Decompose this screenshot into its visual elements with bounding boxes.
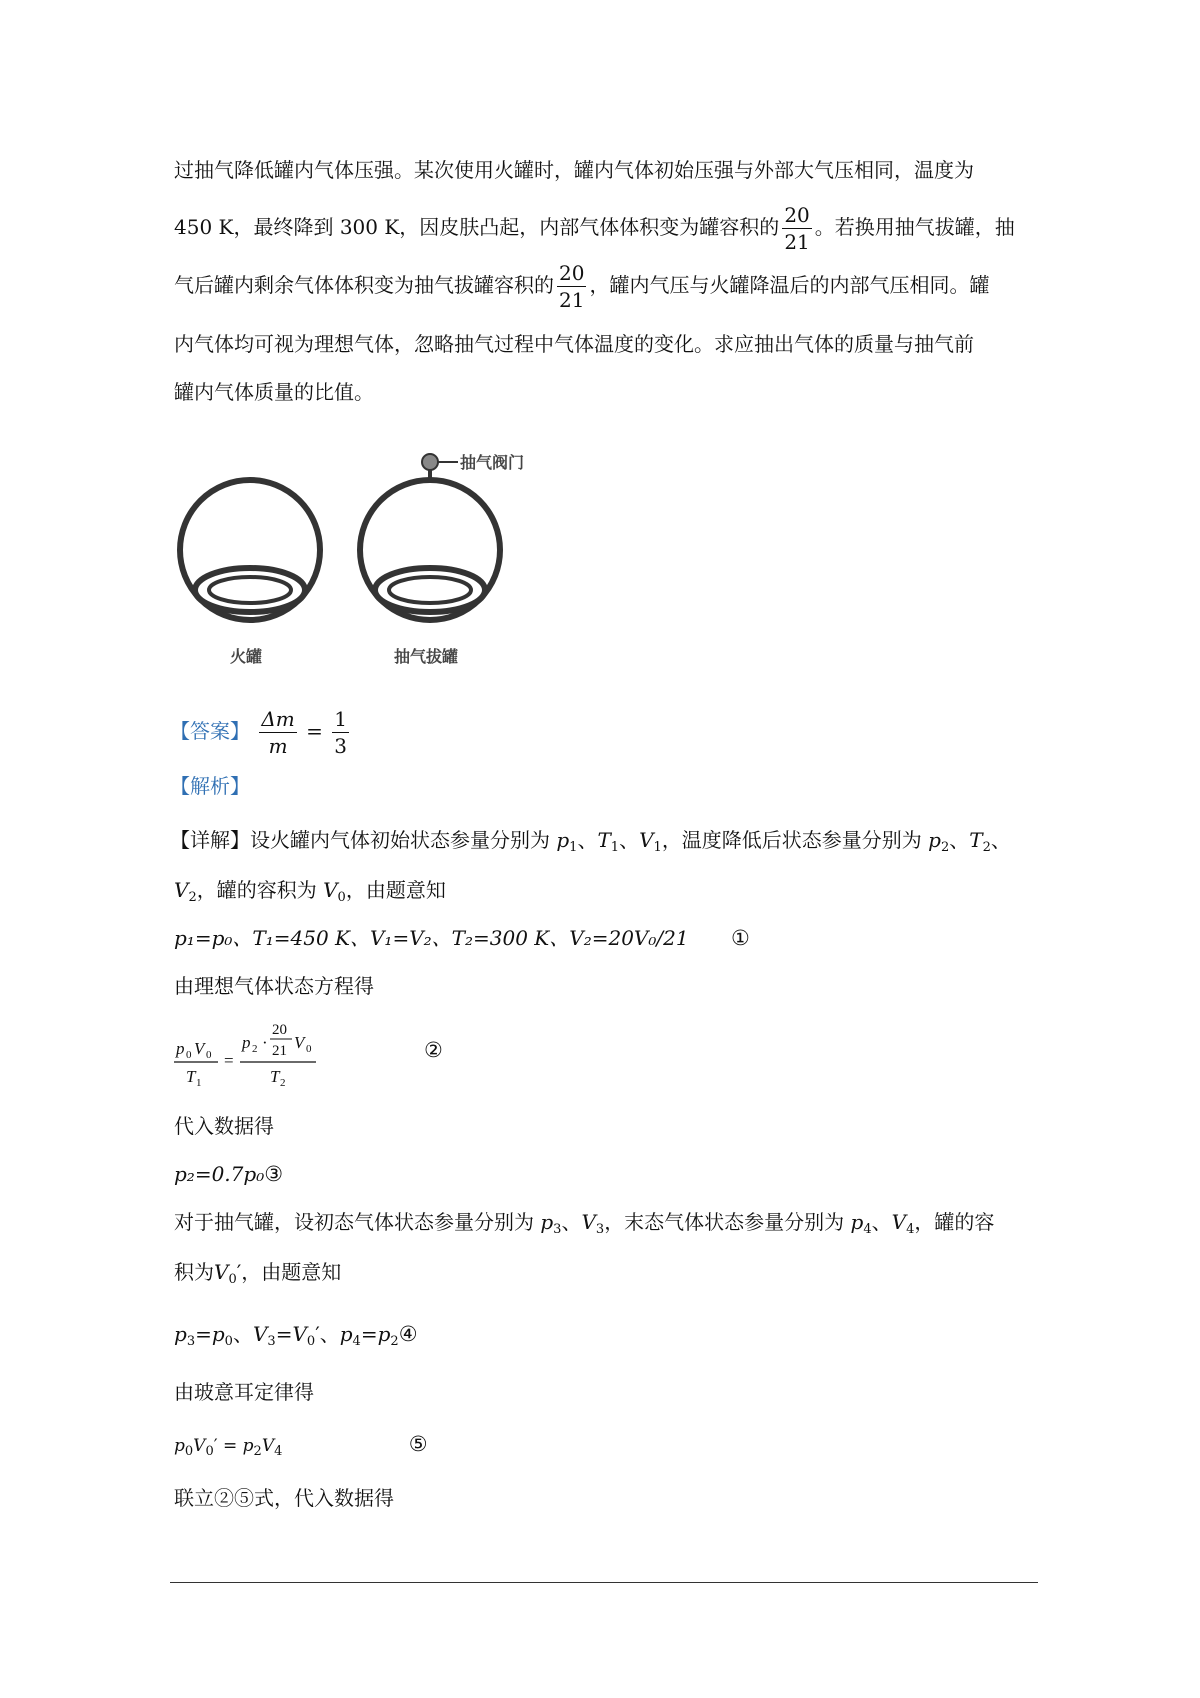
footer-divider	[170, 1582, 1038, 1583]
equation-4: $p_3=p_0$、$V_3=V_0'$、$p_4=p_2④$	[174, 1322, 418, 1349]
problem-text: 过抽气降低罐内气体压强。某次使用火罐时，罐内气体初始压强与外部大气压相同，温度为	[174, 158, 974, 182]
answer-fraction-right: $\frac{1}{3}$	[334, 707, 347, 758]
answer-line	[170, 702, 352, 760]
problem-text: 450 K，最终降到 300 K，因皮肤凸起，内部气体体积变为罐容积的	[174, 215, 780, 239]
detail-text: 对于抽气罐，设初态气体状态参量分别为	[174, 1210, 534, 1234]
fire-cup-caption: 火罐	[230, 647, 263, 666]
equation-3	[174, 1160, 283, 1188]
fire-cup-illustration	[180, 480, 320, 620]
svg-text:·: ·	[262, 1033, 268, 1052]
equation-marker: ②	[424, 1038, 443, 1062]
svg-text:p: p	[176, 1039, 185, 1058]
svg-text:V: V	[294, 1033, 305, 1052]
equation-text: p₁=p₀、T₁=450 K、V₁=V₂、T₂=300 K、V₂=20V₀/21	[174, 926, 689, 950]
equation-2-graphic	[170, 1012, 350, 1088]
problem-text: 气后罐内剩余气体体积变为抽气拔罐容积的	[174, 273, 554, 297]
svg-text:21: 21	[272, 1043, 287, 1059]
equation-text: p₂=0.7p₀	[174, 1162, 265, 1186]
detail-text: ，温度降低后状态参量分别为	[661, 828, 922, 852]
pump-cup-illustration	[360, 454, 500, 620]
svg-text:p: p	[242, 1033, 251, 1052]
problem-line-1	[174, 156, 974, 184]
valve-label: 抽气阀门	[460, 453, 525, 472]
detail-line-substitute: 代入数据得	[174, 1114, 274, 1138]
equation-1	[174, 924, 750, 952]
pump-cup-caption: 抽气拔罐	[394, 647, 459, 666]
problem-text: 内气体均可视为理想气体，忽略抽气过程中气体温度的变化。求应抽出气体的质量与抽气前	[174, 332, 974, 356]
detail-line-state-eq: 由理想气体状态方程得	[174, 974, 374, 998]
detail-line-2: $V_2$，罐的容积为 $V_0$，由题意知	[174, 878, 446, 905]
svg-text:V: V	[194, 1039, 205, 1058]
svg-text:0: 0	[306, 1043, 312, 1055]
problem-text: ，罐内气压与火罐降温后的内部气压相同。罐	[589, 273, 990, 297]
svg-text:0: 0	[206, 1049, 212, 1061]
valve-icon	[422, 454, 438, 470]
detail-line-1: 【详解】设火罐内气体初始状态参量分别为 $p_1$、$T_1$、$V_1$，温度降低后状态参量分别为 $p_2$、$T_2$、	[170, 828, 1011, 855]
answer-equals: =	[306, 719, 323, 743]
detail-text: ，末态气体状态参量分别为	[604, 1210, 845, 1234]
svg-text:20: 20	[272, 1022, 287, 1038]
equation-5: $p_0V_0' = p_2V_4$ ⑤	[174, 1432, 428, 1459]
problem-line-4	[174, 330, 974, 358]
equation-marker: ⑤	[408, 1432, 428, 1456]
problem-text: 罐内气体质量的比值。	[174, 380, 374, 404]
svg-text:2: 2	[252, 1043, 258, 1055]
svg-text:T: T	[186, 1067, 196, 1086]
detail-line-volume: 积为$V_0'$，由题意知	[174, 1260, 342, 1287]
detail-text: 积为	[174, 1260, 214, 1284]
detail-tag: 【详解】	[170, 828, 250, 852]
detail-text: ，罐的容	[914, 1210, 995, 1234]
detail-text: ，罐的容积为	[196, 878, 317, 902]
svg-text:2: 2	[280, 1077, 286, 1088]
svg-text:T: T	[270, 1067, 280, 1086]
detail-text: ，由题意知	[345, 878, 446, 902]
equation-marker: ④	[398, 1322, 418, 1346]
cupping-diagram	[170, 440, 550, 670]
fraction-20-21: $\frac{20}{21}$	[784, 203, 810, 254]
analysis-tag: 【解析】	[170, 774, 250, 798]
cupping-figure	[170, 440, 550, 670]
detail-line-pump: 对于抽气罐，设初态气体状态参量分别为 $p_3$、$V_3$，末态气体状态参量分别为 $p_4$、$V_4$，罐的容	[174, 1210, 995, 1237]
answer-tag: 【答案】	[170, 719, 250, 743]
problem-line-5	[174, 378, 374, 406]
problem-line-3	[174, 258, 989, 312]
svg-text:0: 0	[186, 1049, 192, 1061]
problem-line-2	[174, 200, 1015, 254]
detail-line-final: 联立②⑤式，代入数据得	[174, 1486, 394, 1510]
equation-marker: ①	[730, 926, 750, 950]
detail-line-boyle: 由玻意耳定律得	[174, 1380, 314, 1404]
fraction-20-21: $\frac{20}{21}$	[559, 261, 585, 312]
problem-text: 。若换用抽气拔罐，抽	[814, 215, 1015, 239]
svg-text:=: =	[224, 1051, 234, 1070]
answer-fraction-left: $\frac{\Delta m}{m}$	[261, 707, 295, 758]
detail-text: 设火罐内气体初始状态参量分别为	[250, 828, 550, 852]
svg-text:1: 1	[196, 1077, 202, 1088]
detail-text: ，由题意知	[241, 1260, 342, 1284]
equation-marker: ③	[264, 1162, 284, 1186]
